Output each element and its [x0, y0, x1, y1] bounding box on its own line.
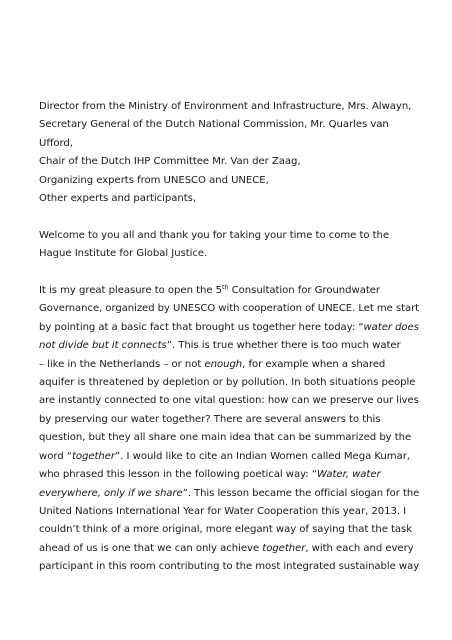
emphasis: together — [262, 542, 306, 554]
superscript-th: th — [222, 283, 229, 292]
body-line: by preserving our water together? There are several answers to this — [39, 413, 381, 425]
body-line: It is my great pleasure to open the 5th Consultation for Groundwater — [39, 283, 380, 297]
body-line: United Nations International Year for Water Cooperation this year, 2013. I — [39, 505, 407, 517]
salutation-line: Secretary General of the Dutch National Commission, Mr. Quarles van — [39, 119, 389, 131]
emphasis: not divide but it connects — [39, 340, 167, 352]
welcome-line: Hague Institute for Global Justice. — [39, 248, 208, 260]
body-line: – like in the Netherlands – or not enough, for example when a shared — [39, 358, 386, 370]
emphasis: water does — [363, 321, 419, 333]
speech-text — [39, 98, 419, 577]
body-line: word “together”. I would like to cite an Indian Women called Mega Kumar, — [39, 450, 410, 462]
emphasis: enough — [204, 358, 243, 370]
welcome-paragraph — [39, 227, 419, 264]
body-line: participant in this room contributing to the most integrated sustainable way — [39, 561, 420, 573]
salutation-line: Chair of the Dutch IHP Committee Mr. Van der Zaag, — [39, 156, 301, 168]
body-line: Governance, organized by UNESCO with cooperation of UNECE. Let me start — [39, 303, 420, 315]
body-line: not divide but it connects”. This is true whether there is too much water — [39, 340, 401, 352]
body-line: everywhere, only if we share”. This lesson became the official slogan for the — [39, 487, 420, 499]
body-line: ahead of us is one that we can only achieve together, with each and every — [39, 542, 414, 554]
salutation-block — [39, 98, 419, 208]
body-line: couldn’t think of a more original, more elegant way of saying that the task — [39, 524, 413, 536]
body-line: are instantly connected to one vital question: how can we preserve our lives — [39, 395, 419, 407]
emphasis: together — [71, 450, 116, 462]
body-line: who phrased this lesson in the following poetical way: “Water, water — [39, 469, 381, 481]
body-paragraph — [39, 282, 419, 577]
body-line: question, but they all share one main idea that can be summarized by the — [39, 432, 412, 444]
salutation-line: Organizing experts from UNESCO and UNECE, — [39, 174, 269, 186]
welcome-line: Welcome to you all and thank you for taking your time to come to the — [39, 229, 390, 241]
salutation-line: Director from the Ministry of Environment and Infrastructure, Mrs. Alwayn, — [39, 101, 412, 112]
salutation-line: Ufford, — [39, 137, 73, 149]
emphasis: everywhere, only if we share — [39, 487, 183, 499]
body-line: by pointing at a basic fact that brought us together here today: “water does — [39, 321, 419, 333]
salutation-line: Other experts and participants, — [39, 193, 196, 205]
emphasis: Water, water — [317, 469, 381, 481]
body-line: aquifer is threatened by depletion or by pollution. In both situations people — [39, 377, 416, 389]
